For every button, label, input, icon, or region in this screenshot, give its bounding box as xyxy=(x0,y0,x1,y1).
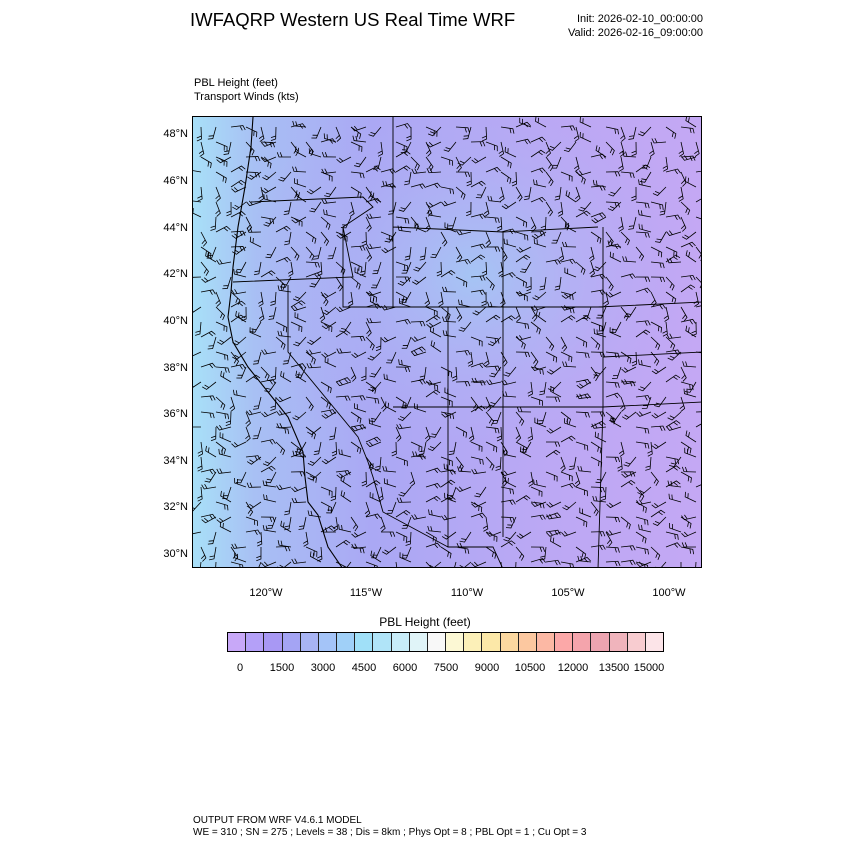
colorbar-cell xyxy=(246,633,264,651)
colorbar-cell xyxy=(392,633,410,651)
colorbar-cell xyxy=(410,633,428,651)
footer-config: WE = 310 ; SN = 275 ; Levels = 38 ; Dis = 8km ; Phys Opt = 8 ; PBL Opt = 1 ; Cu Opt = 3 xyxy=(193,827,587,838)
colorbar-tick: 15000 xyxy=(633,662,665,674)
colorbar-cell xyxy=(610,633,628,651)
colorbar-cell xyxy=(319,633,337,651)
colorbar-tick: 10500 xyxy=(514,662,546,674)
lat-label-30: 30°N xyxy=(163,548,188,560)
colorbar-tick: 13500 xyxy=(598,662,630,674)
colorbar-cell xyxy=(646,633,663,651)
map-panel xyxy=(192,116,702,568)
colorbar-tick: 12000 xyxy=(557,662,589,674)
colorbar-cell xyxy=(628,633,646,651)
colorbar-cell xyxy=(482,633,500,651)
wind-label: Transport Winds (kts) xyxy=(194,91,299,103)
field-label: PBL Height (feet) xyxy=(194,77,278,89)
colorbar-tick: 0 xyxy=(236,662,244,674)
colorbar-tick: 1500 xyxy=(269,662,295,674)
lat-label-40: 40°N xyxy=(163,315,188,327)
lat-label-34: 34°N xyxy=(163,455,188,467)
colorbar-cell xyxy=(591,633,609,651)
colorbar-cell xyxy=(537,633,555,651)
init-time: Init: 2026-02-10_00:00:00 xyxy=(577,13,703,25)
colorbar-tick: 7500 xyxy=(433,662,459,674)
colorbar-cell xyxy=(373,633,391,651)
colorbar-title: PBL Height (feet) xyxy=(379,615,471,629)
lon-label-105: 105°W xyxy=(551,587,585,599)
colorbar-cell xyxy=(573,633,591,651)
colorbar-cell xyxy=(283,633,301,651)
colorbar-cell xyxy=(228,633,246,651)
lat-label-42: 42°N xyxy=(163,268,188,280)
figure-title: IWFAQRP Western US Real Time WRF xyxy=(190,9,516,30)
footer-model: OUTPUT FROM WRF V4.6.1 MODEL xyxy=(193,815,362,826)
colorbar-tick: 6000 xyxy=(392,662,418,674)
lon-label-120: 120°W xyxy=(249,587,283,599)
lon-label-115: 115°W xyxy=(349,587,383,599)
colorbar-cell xyxy=(301,633,319,651)
colorbar-tick: 3000 xyxy=(310,662,336,674)
lon-label-110: 110°W xyxy=(450,587,484,599)
lat-label-44: 44°N xyxy=(163,222,188,234)
colorbar-cell xyxy=(446,633,464,651)
lat-label-46: 46°N xyxy=(163,175,188,187)
colorbar-cell xyxy=(337,633,355,651)
colorbar-cell xyxy=(428,633,446,651)
lat-label-38: 38°N xyxy=(163,362,188,374)
colorbar-cell xyxy=(501,633,519,651)
lat-label-32: 32°N xyxy=(163,501,188,513)
colorbar-tick: 9000 xyxy=(474,662,500,674)
colorbar-tick: 4500 xyxy=(351,662,377,674)
valid-time: Valid: 2026-02-16_09:00:00 xyxy=(568,27,703,39)
colorbar-cell xyxy=(555,633,573,651)
lat-label-36: 36°N xyxy=(163,408,188,420)
colorbar-cell xyxy=(355,633,373,651)
lon-label-100: 100°W xyxy=(652,587,686,599)
colorbar-cell xyxy=(519,633,537,651)
colorbar-cell xyxy=(264,633,282,651)
lat-label-48: 48°N xyxy=(163,128,188,140)
colorbar xyxy=(227,632,664,652)
colorbar-cell xyxy=(464,633,482,651)
